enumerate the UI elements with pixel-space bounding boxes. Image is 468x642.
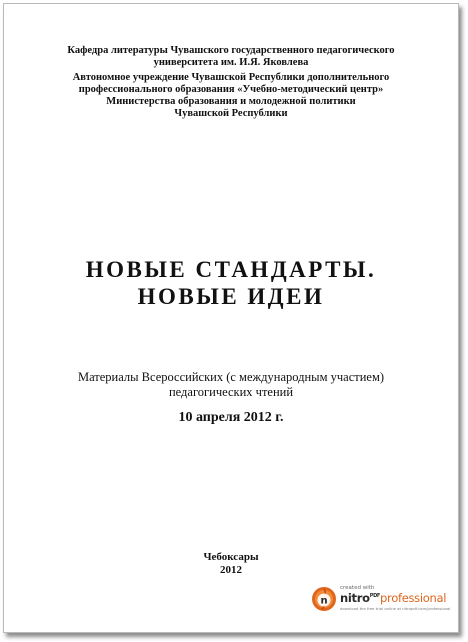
header-line: Министерства образования и молодежной политики [106,96,356,107]
document-title [4,256,458,310]
city: Чебоксары [203,551,259,563]
header-line: Автономное учреждение Чувашской Республики дополнительного [72,72,390,83]
nitro-watermark [311,585,451,615]
title-line: НОВЫЕ СТАНДАРТЫ. [85,257,377,282]
department-header [4,45,458,69]
subtitle-line: Материалы Всероссийских (с международным участием) [77,370,385,384]
header-line: Кафедра литературы Чувашского государственного педагогического [67,45,395,56]
header-line: Чувашской Республики [174,108,288,119]
header-line: университета им. И.Я. Яковлева [153,57,309,68]
watermark-brand: nitro$^{PDF}$professional [340,591,447,605]
document-page [3,3,459,633]
title-line: НОВЫЕ ИДЕИ [137,284,325,309]
subtitle-line: педагогических чтений [168,385,294,399]
watermark-created-with: created with [340,585,375,591]
year: 2012 [220,564,242,576]
event-date: 10 апреля 2012 г. [178,410,284,425]
watermark-tagline: download the free trial online at nitropdf.com/professional [340,606,451,611]
nitro-logo-icon [311,586,337,612]
document-subtitle [4,370,458,400]
institution-header [4,72,458,120]
header-line: профессионального образования «Учебно-методический центр» [78,84,384,95]
publication-place [4,551,458,577]
svg-text:n: n [320,595,328,607]
